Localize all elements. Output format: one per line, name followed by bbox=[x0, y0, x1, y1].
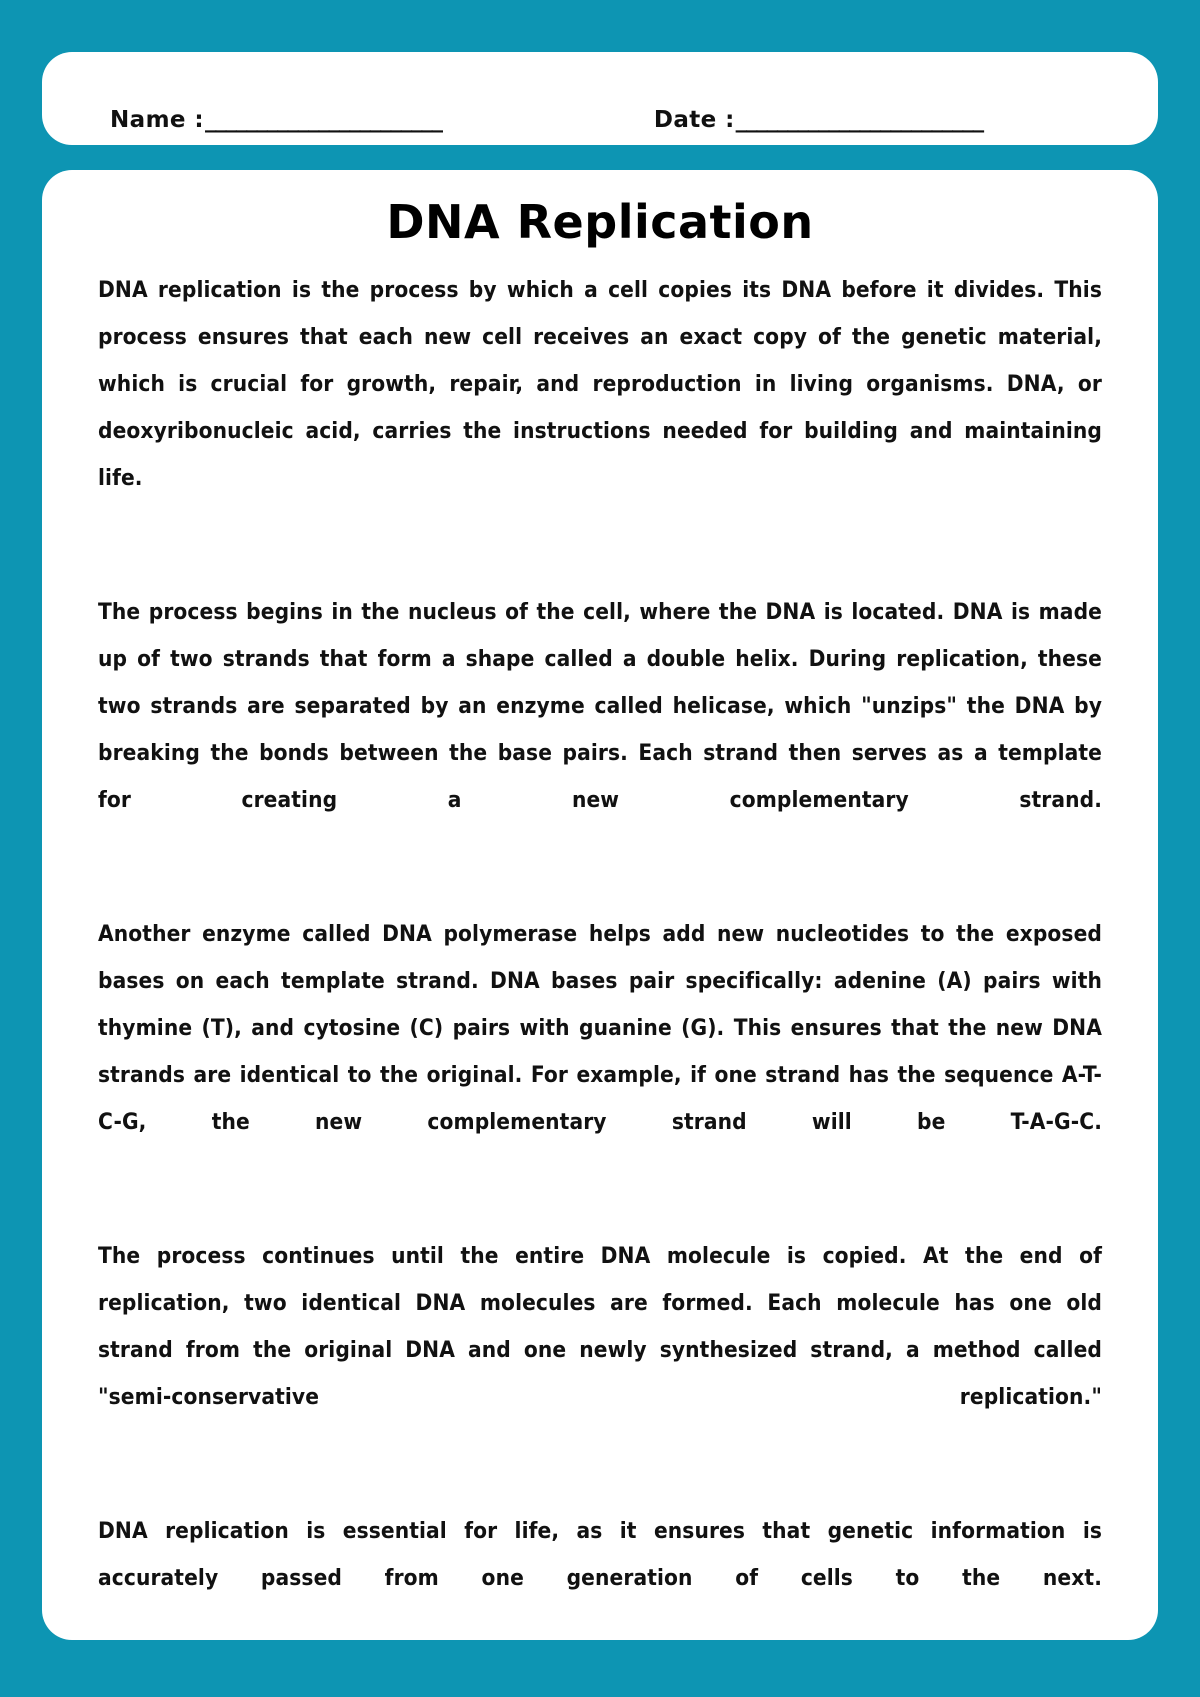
passage-paragraph: DNA replication is essential for life, as it ensures that genetic information is accurately passed from one generation of cells to the next. bbox=[98, 1517, 1102, 1591]
page-title: DNA Replication bbox=[386, 195, 814, 249]
date-field[interactable] bbox=[654, 107, 983, 133]
passage-paragraph: DNA replication is the process by which a cell copies its DNA before it divides. This process ensures that each new cell receives an exact copy of the genetic material, which is crucial for growth, repair, and reproduction in living organisms. DNA, or deoxyribonucleic acid, carries the instructions needed for building and maintaining life. bbox=[98, 276, 1102, 491]
name-field[interactable] bbox=[110, 107, 442, 133]
student-info-card bbox=[42, 52, 1158, 145]
date-label: Date : bbox=[653, 107, 735, 133]
date-blank-line[interactable]: ________________________ bbox=[735, 107, 983, 133]
name-blank-line[interactable]: _______________________ bbox=[204, 107, 442, 133]
passage-paragraph: The process continues until the entire DNA molecule is copied. At the end of replication, two identical DNA molecules are formed. Each molecule has one old strand from the original DNA and one newly synthesized strand, a method called "semi-conservative replication." bbox=[98, 1242, 1102, 1410]
passage-card bbox=[42, 170, 1158, 1640]
passage-paragraph: Another enzyme called DNA polymerase helps add new nucleotides to the exposed bases on each template strand. DNA bases pair specifically: adenine (A) pairs with thymine (T), and cytosine (C) pairs with guanine (G). This ensures that the new DNA strands are identical to the original. For example, if one strand has the sequence A-T-C-G, the new complementary strand will be T-A-G-C. bbox=[98, 920, 1102, 1135]
name-label: Name : bbox=[110, 107, 204, 133]
student-info-row bbox=[42, 107, 1158, 133]
passage-paragraph: The process begins in the nucleus of the cell, where the DNA is located. DNA is made up of two strands that form a shape called a double helix. During replication, these two strands are separated by an enzyme called helicase, which "unzips" the DNA by breaking the bonds between the base pairs. Each strand then serves as a template for creating a new complementary strand. bbox=[98, 598, 1102, 813]
